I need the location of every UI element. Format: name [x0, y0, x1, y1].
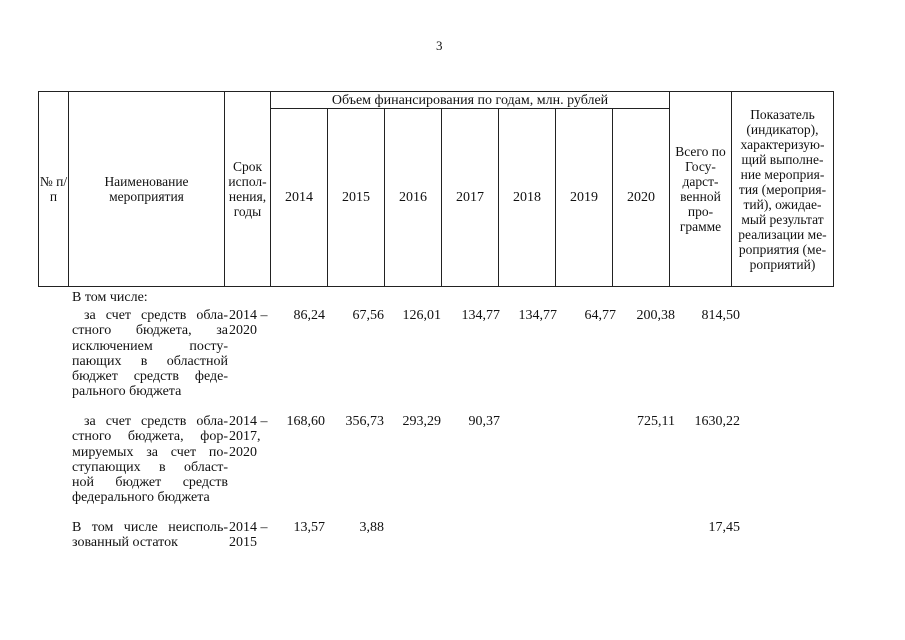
- row-value: 126,01: [402, 308, 441, 323]
- col-header-indicator: Показатель (индикатор), характеризую-щий выполне-ние мероприя-тия (мероприя-тий), ожидае-мый результат реализации ме-роприятия (ме-роприятий): [732, 92, 834, 287]
- col-header-year: 2020: [613, 109, 670, 287]
- row-term-line: 2014 –: [229, 414, 268, 429]
- row-total: 17,45: [708, 520, 740, 535]
- row-total: 1630,22: [694, 414, 740, 429]
- col-header-year: 2014: [271, 109, 328, 287]
- col-header-year: 2017: [442, 109, 499, 287]
- row-value: 3,88: [359, 520, 384, 535]
- col-header-term: Срок испол-нения, годы: [225, 92, 271, 287]
- col-header-year: 2016: [385, 109, 442, 287]
- row-term-line: 2020: [229, 323, 257, 339]
- row-value: 86,24: [293, 308, 325, 323]
- row-value: 134,77: [518, 308, 557, 323]
- row-value: 200,38: [636, 308, 675, 323]
- row-name: [72, 520, 228, 551]
- row-value: 64,77: [584, 308, 616, 323]
- row-value: 293,29: [402, 414, 441, 429]
- row-term-line: 2014 –: [229, 308, 268, 323]
- row-name-line: пающих в областной: [72, 353, 228, 369]
- row-name: [72, 290, 228, 305]
- row-name-line: за счет средств обла-: [84, 414, 228, 429]
- row-term-line: 2020: [229, 444, 257, 460]
- header-table: [38, 91, 834, 287]
- row-value: 13,57: [293, 520, 325, 535]
- row-name-line: зованный остаток: [72, 535, 178, 551]
- row-value: 356,73: [345, 414, 384, 429]
- row-name-line: за счет средств обла-: [84, 308, 228, 323]
- col-header-year: 2015: [328, 109, 385, 287]
- row-total: 814,50: [701, 308, 740, 323]
- row-name-line: федерального бюджета: [72, 490, 210, 506]
- col-header-year: 2018: [499, 109, 556, 287]
- row-name-line: бюджет средств феде-: [72, 369, 228, 385]
- row-value: 725,11: [637, 414, 675, 429]
- row-name-line: стного бюджета, фор-: [72, 429, 228, 445]
- row-value: 134,77: [461, 308, 500, 323]
- row-value: 168,60: [286, 414, 325, 429]
- col-header-total: Всего по Госу-дарст-венной про-грамме: [670, 92, 732, 287]
- col-header-funding-group: Объем финансирования по годам, млн. рублей: [271, 92, 670, 109]
- row-term: [229, 414, 275, 460]
- row-name-line: В том числе неисполь-: [72, 520, 228, 535]
- row-term-line: 2015: [229, 535, 257, 551]
- col-header-num: № п/п: [39, 92, 69, 287]
- row-name-line: рального бюджета: [72, 384, 182, 400]
- row-term: [229, 308, 275, 339]
- page-number: 3: [436, 38, 443, 53]
- row-name-line: В том числе:: [72, 290, 148, 305]
- row-name: [72, 308, 228, 400]
- row-term-line: 2014 –: [229, 520, 268, 535]
- row-name-line: ной бюджет средств: [72, 475, 228, 491]
- row-name-line: мируемых за счет по-: [72, 444, 228, 460]
- row-value: 90,37: [468, 414, 500, 429]
- row-name-line: стного бюджета, за: [72, 323, 228, 339]
- row-name-line: исключением посту-: [72, 338, 228, 354]
- col-header-name: Наименование мероприятия: [69, 92, 225, 287]
- row-term: [229, 520, 275, 551]
- row-term-line: 2017,: [229, 429, 261, 445]
- row-name: [72, 414, 228, 506]
- row-value: 67,56: [352, 308, 384, 323]
- col-header-year: 2019: [556, 109, 613, 287]
- row-name-line: ступающих в област-: [72, 459, 228, 475]
